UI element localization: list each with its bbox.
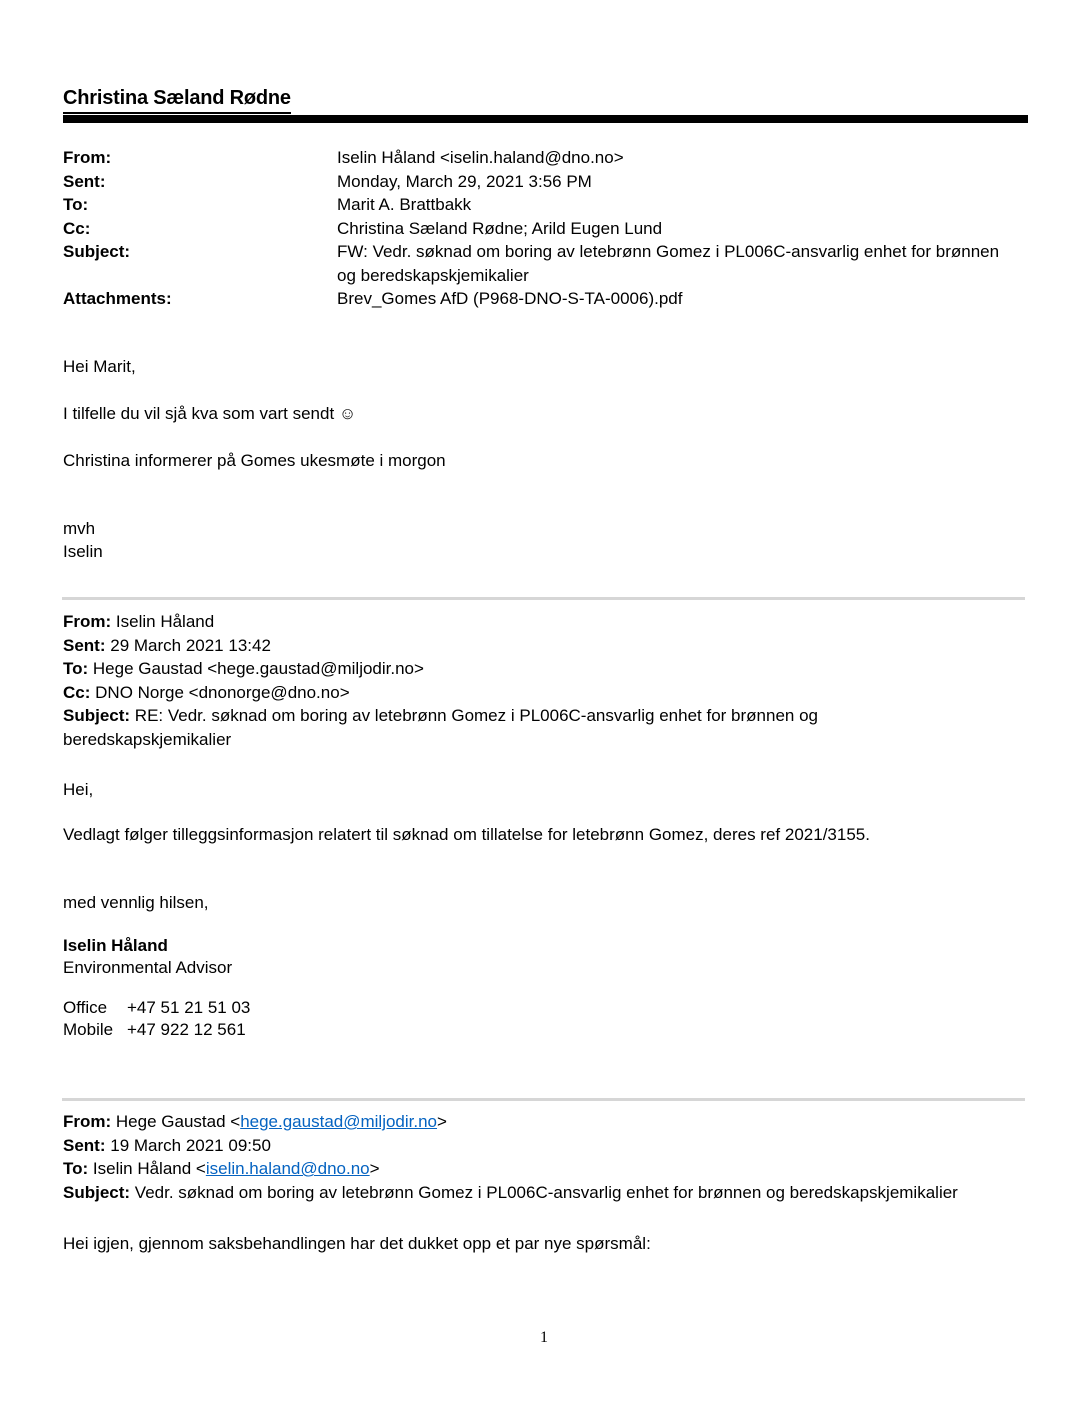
email3-from-row [63,1110,1023,1134]
office-label: Office [63,998,108,1017]
email1-cc-row [63,217,1028,241]
email2-from-value: Iselin Håland [115,612,215,631]
email1-signature: Iselin [63,542,103,561]
page-title: Christina Sæland Rødne [63,85,291,114]
email3-subject-row [63,1181,1023,1205]
email2-sent-label: Sent: [63,635,106,655]
email1-from-value: Iselin Håland <iselin.haland@dno.no> [337,148,624,167]
email3-paragraph-1: Hei igjen, gjennom saksbehandlingen har det dukket opp et par nye spørsmål: [63,1234,651,1253]
email3-from-name: Hege Gaustad < [115,1112,241,1131]
email1-cc-label: Cc: [63,218,91,238]
email1-subject-value: FW: Vedr. søknad om boring av letebrønn Gomez i PL006C-ansvarlig enhet for brønnen og beredskapskjemikalier [337,242,1000,285]
email2-from-label: From: [63,612,112,631]
email2-cc-row [63,681,983,705]
email2-mobile-phone-row [63,1018,1028,1042]
email1-signoff: mvh [63,519,96,538]
email2-greeting: Hei, [63,780,94,799]
email3-to-row [63,1157,1023,1181]
email1-to-row [63,193,1028,217]
email2-office-phone-row [63,996,1028,1020]
email2-to-row [63,657,983,681]
email2-sent-row [63,634,983,658]
email3-sent-label: Sent: [63,1135,106,1155]
email2-subject-row [63,704,983,751]
email2-cc-value: DNO Norge <dnonorge@dno.no> [95,682,350,702]
page-number: 1 [540,1329,548,1346]
email3-sent-row [63,1134,1023,1158]
mobile-label: Mobile [63,1020,114,1039]
email1-sent-label: Sent: [63,171,106,191]
email2-signoff: med vennlig hilsen, [63,893,209,912]
email2-signature-title: Environmental Advisor [63,958,233,977]
email3-header [63,1110,1023,1204]
email2-from-row [63,610,983,634]
mobile-phone-value: +47 922 12 561 [127,1020,246,1039]
email2-paragraph-1: Vedlagt følger tilleggsinformasjon relatert til søknad om tillatelse for letebrønn Gomez, deres ref 2021/3155. [63,825,870,844]
email1-greeting: Hei Marit, [63,357,136,376]
email3-to-label: To: [63,1159,89,1178]
email1-subject-row [63,240,1028,287]
email2-cc-label: Cc: [63,682,91,702]
email2-header [63,610,983,751]
email1-to-label: To: [63,195,89,214]
email3-to-email-link[interactable]: iselin.haland@dno.no [205,1159,370,1178]
email3-to-close: > [369,1159,380,1178]
email1-subject-label: Subject: [63,242,131,261]
email3-to-name: Iselin Håland < [92,1159,206,1178]
email1-paragraph-1: I tilfelle du vil sjå kva som vart sendt ☺ [63,404,357,423]
section-divider-1 [62,597,1025,600]
email2-subject-value: RE: Vedr. søknad om boring av letebrønn Gomez i PL006C-ansvarlig enhet for brønnen og beredskapskjemikalier [63,706,818,749]
email1-attachments-label: Attachments: [63,289,172,308]
email2-sent-value: 29 March 2021 13:42 [110,635,271,655]
email3-from-label: From: [63,1112,112,1131]
email2-subject-label: Subject: [63,706,131,725]
email1-to-value: Marit A. Brattbakk [337,195,472,214]
email1-attachments-row [63,287,1028,311]
email2-signature-name: Iselin Håland [63,936,168,955]
email1-from-row [63,146,1028,170]
email2-to-label: To: [63,659,89,678]
email3-subject-value: Vedr. søknad om boring av letebrønn Gomez i PL006C-ansvarlig enhet for brønnen og beredskapskjemikalier [134,1182,958,1202]
email3-sent-value: 19 March 2021 09:50 [110,1135,271,1155]
email3-subject-label: Subject: [63,1182,131,1202]
email1-sent-value: Monday, March 29, 2021 3:56 PM [337,171,592,191]
office-phone-value: +47 51 21 51 03 [127,998,251,1017]
email3-from-close: > [437,1112,447,1131]
email1-header [63,146,1028,311]
title-rule [63,115,1028,123]
email3-from-email-link[interactable]: hege.gaustad@miljodir.no [240,1112,438,1131]
email1-cc-value: Christina Sæland Rødne; Arild Eugen Lund [337,218,663,238]
email2-to-value: Hege Gaustad <hege.gaustad@miljodir.no> [92,659,424,678]
email1-from-label: From: [63,148,112,167]
section-divider-2 [62,1098,1025,1101]
email1-paragraph-2: Christina informerer på Gomes ukesmøte i morgon [63,451,446,470]
email1-attachments-value: Brev_Gomes AfD (P968-DNO-S-TA-0006).pdf [337,289,683,308]
email1-sent-row [63,170,1028,194]
